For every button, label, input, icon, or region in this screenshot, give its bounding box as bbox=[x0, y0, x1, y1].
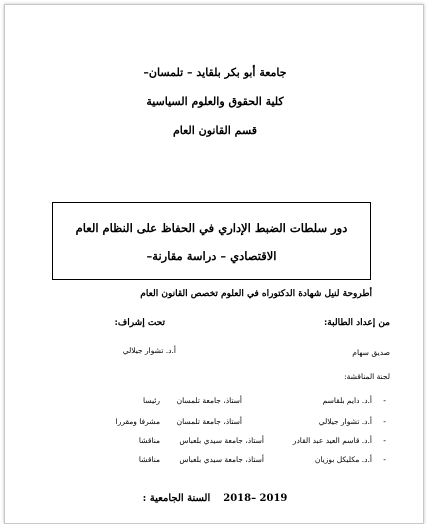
supervisor-label: تحت إشراف: bbox=[114, 318, 165, 328]
academic-year-value: 2018– 2019 bbox=[223, 493, 288, 504]
committee-member-role: مشرفا ومقررا bbox=[115, 417, 160, 426]
committee-member-affiliation: أستاذ، جامعة تلمسان bbox=[176, 396, 242, 405]
committee-row bbox=[0, 417, 430, 431]
university-name: جامعة أبو بكر بلقايد – تلمسان– bbox=[143, 66, 287, 79]
thesis-title-line-2: الاقتصادي – دراسة مقارنة– bbox=[146, 249, 277, 263]
list-dash: - bbox=[383, 436, 386, 445]
academic-year bbox=[0, 493, 430, 504]
department-name: قسم القانون العام bbox=[172, 124, 258, 137]
student-name: صديق سهام bbox=[352, 348, 390, 357]
committee-member-name: أ.د. تشوار جيلالي bbox=[318, 417, 372, 426]
committee-member-name: أ.د. دايم بلقاسم bbox=[322, 396, 372, 405]
committee-member-name: أ.د. قاسم العيد عبد القادر bbox=[292, 436, 372, 445]
committee-member-affiliation: أستاذ، جامعة سيدي بلعباس bbox=[179, 436, 264, 445]
committee-label: لجنة المناقشة: bbox=[344, 372, 390, 381]
supervisor-name: أ.د. تشوار جيلالي bbox=[122, 346, 176, 355]
academic-year-label: السنة الجامعية : bbox=[142, 493, 211, 504]
committee-row bbox=[0, 455, 430, 469]
list-dash: - bbox=[383, 455, 386, 464]
committee-member-role: مناقشا bbox=[138, 455, 160, 464]
list-dash: - bbox=[383, 396, 386, 405]
student-label: من إعداد الطالبة: bbox=[323, 318, 390, 328]
committee-member-affiliation: أستاذ، جامعة تلمسان bbox=[176, 417, 242, 426]
thesis-title-box bbox=[52, 202, 371, 280]
committee-member-affiliation: أستاذ، جامعة سيدي بلعباس bbox=[179, 455, 264, 464]
committee-member-role: مناقشا bbox=[138, 436, 160, 445]
faculty-name: كلية الحقوق والعلوم السياسية bbox=[146, 95, 284, 108]
thesis-title-line-1: دور سلطات الضبط الإداري في الحفاظ على النظام العام bbox=[75, 221, 348, 235]
list-dash: - bbox=[383, 417, 386, 426]
committee-member-name: أ.د. مكليكل بوزيان bbox=[314, 455, 372, 464]
thesis-statement: أطروحة لنيل شهادة الدكتوراه في العلوم تخصص القانون العام bbox=[140, 289, 372, 299]
committee-row bbox=[0, 436, 430, 450]
committee-member-role: رئيسا bbox=[143, 396, 160, 405]
committee-row bbox=[0, 396, 430, 410]
